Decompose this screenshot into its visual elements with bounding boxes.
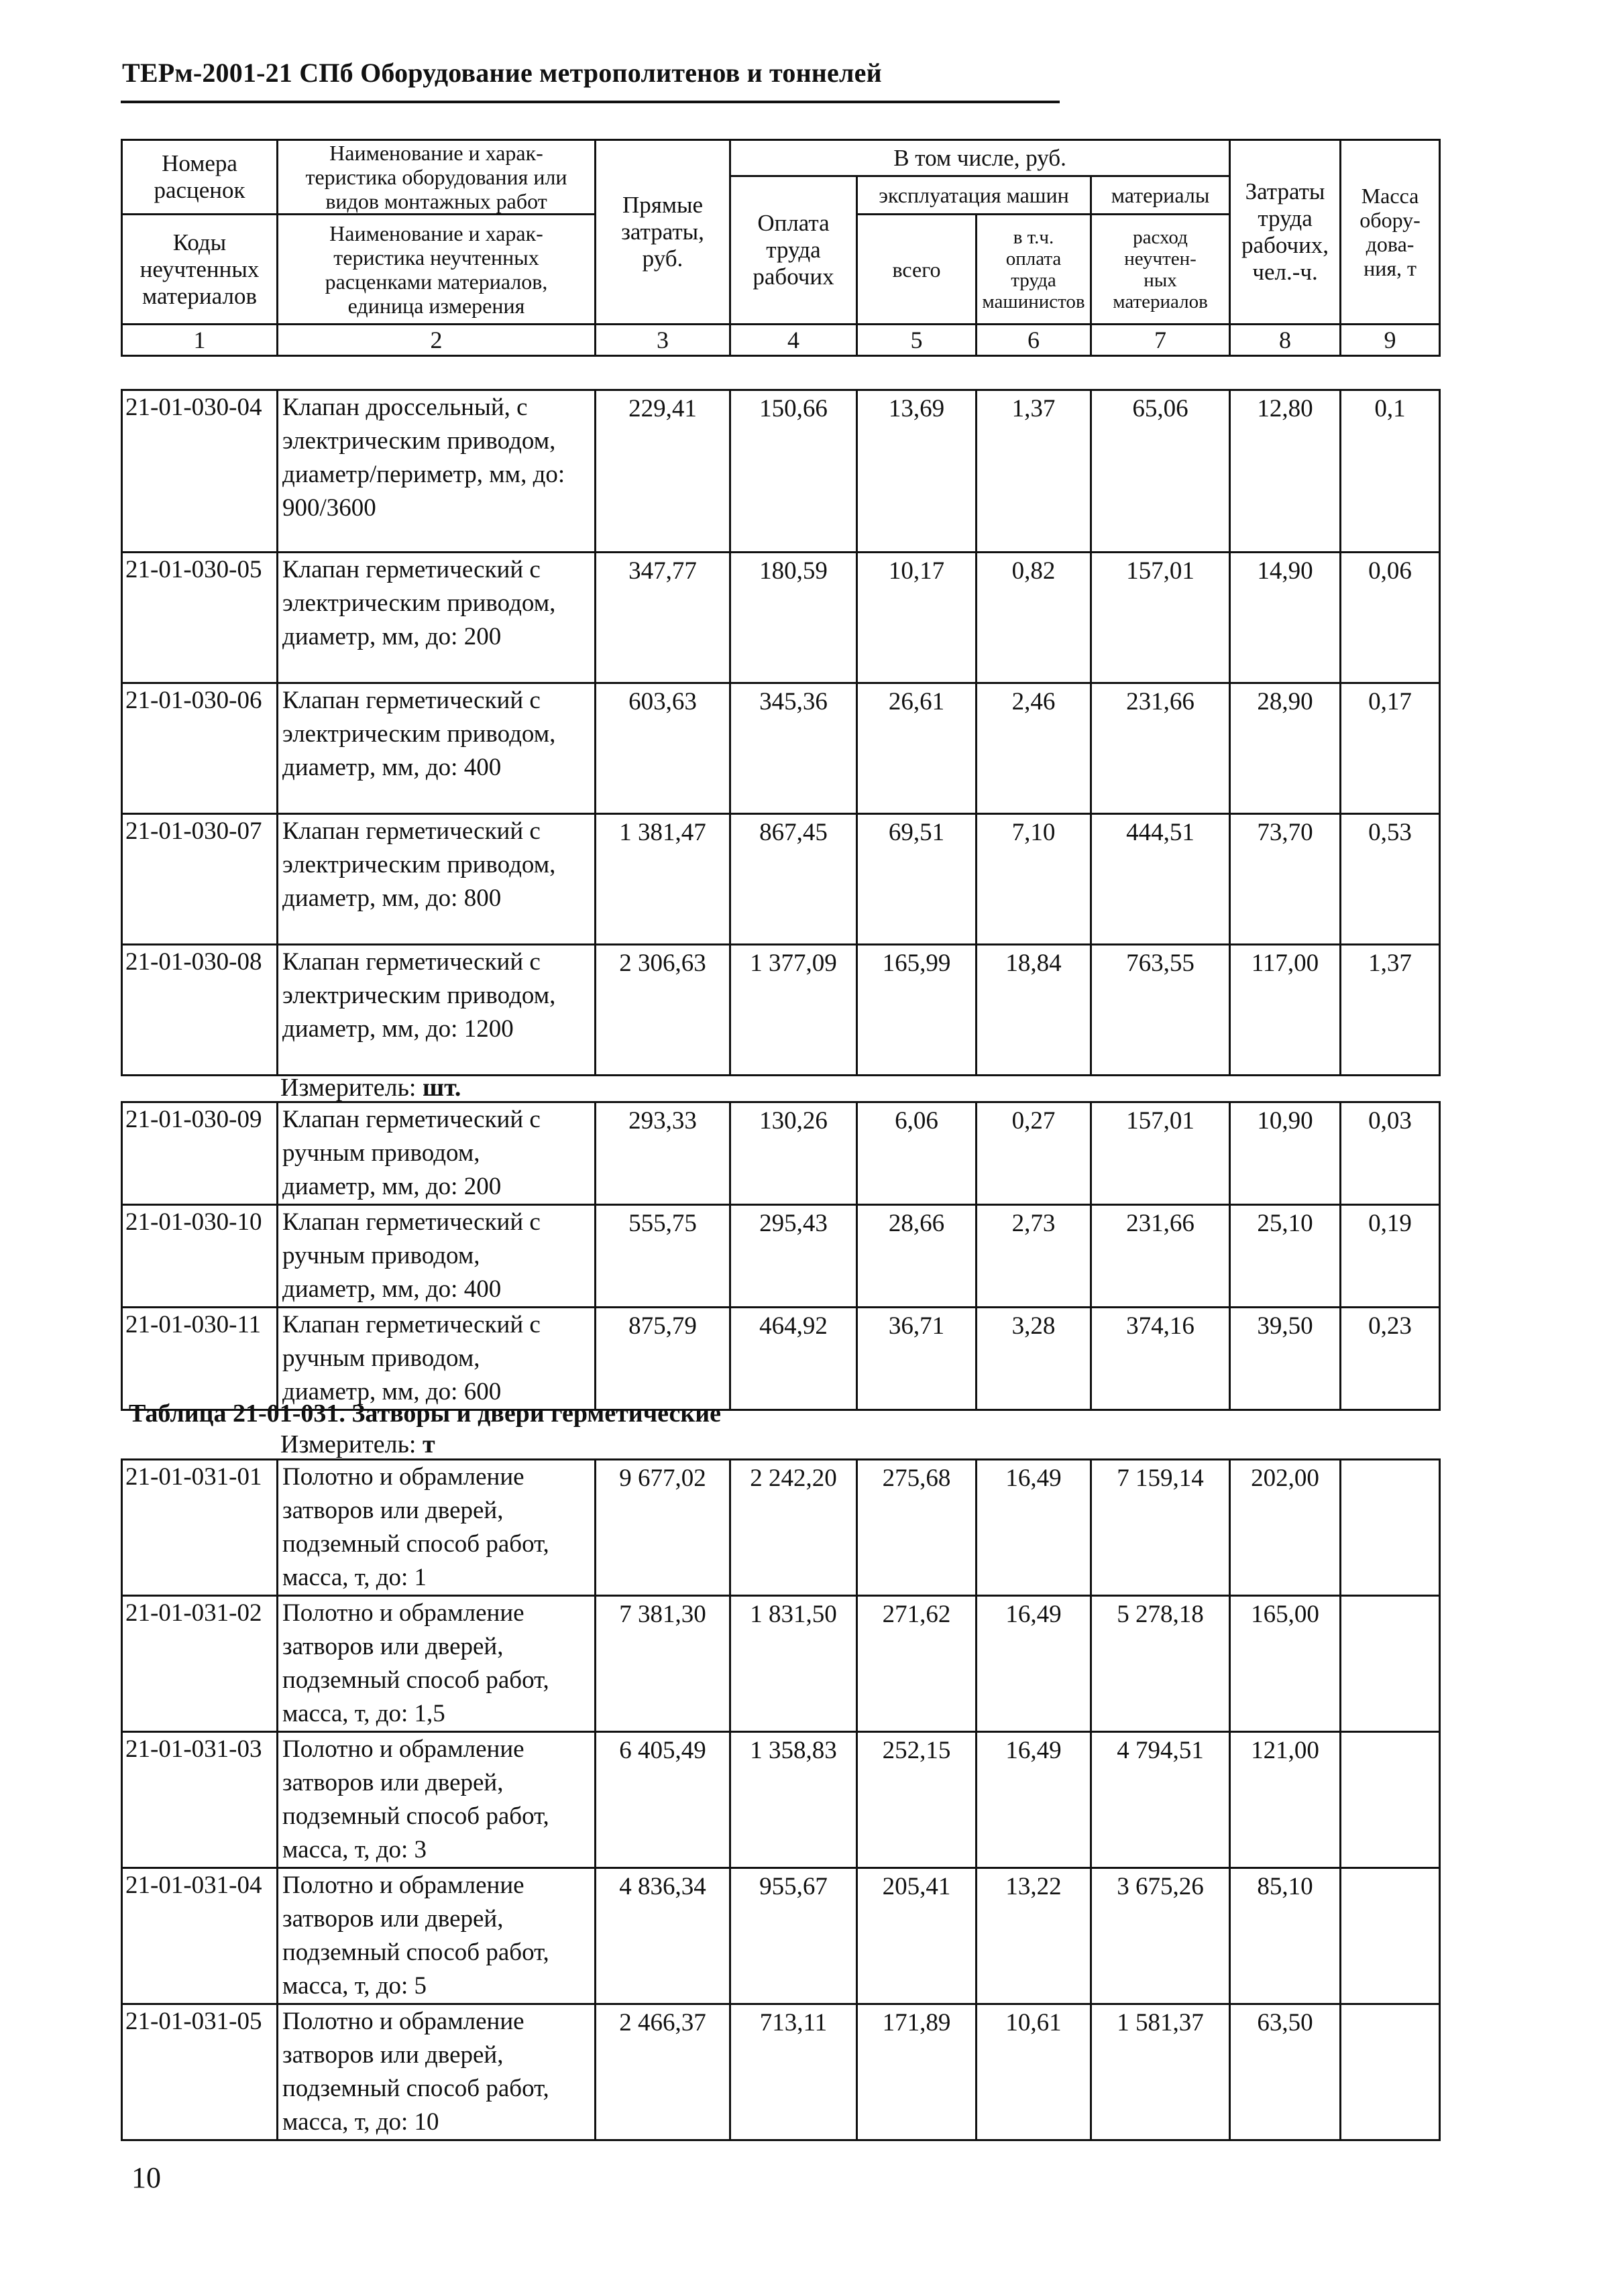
rate-value-col8: 14,90 [1230,553,1341,683]
column-index: 9 [1341,325,1440,356]
rate-value-col5: 6,06 [857,1102,977,1205]
table-row [122,945,1440,1076]
rate-name-line: масса, т, до: 3 [282,1836,427,1863]
header-line: оплата [1005,247,1062,270]
rate-name [278,683,596,814]
rate-name-line: масса, т, до: 1,5 [282,1700,445,1727]
column-index: 8 [1230,325,1341,356]
table-row [122,1596,1440,1732]
rate-value-col6: 0,27 [977,1102,1091,1205]
table-row [122,1102,1440,1205]
rate-value-col7: 231,66 [1091,683,1230,814]
rate-name-line: затворов или дверей, [282,1769,504,1796]
rate-value-col3: 4 836,34 [596,1868,730,2004]
rate-value-col4: 150,66 [730,390,857,553]
header-col1-bottom [122,215,278,325]
rate-value-col4: 180,59 [730,553,857,683]
rate-name-line: Полотно и обрамление [282,2008,524,2035]
rate-value-col8: 117,00 [1230,945,1341,1076]
rate-name-line: диаметр, мм, до: 400 [282,1275,502,1303]
header-line: видов монтажных работ [325,189,547,213]
header-line: Затраты [1245,178,1325,205]
rate-value-col3: 603,63 [596,683,730,814]
table-row [122,1732,1440,1868]
rate-value-col6: 7,10 [977,814,1091,945]
header-line: обору- [1360,208,1421,232]
rate-name-line: затворов или дверей, [282,2041,504,2069]
table-row [122,1205,1440,1308]
header-line: дова- [1366,232,1414,256]
rate-name-line: Клапан герметический с [282,556,541,583]
rate-value-col6: 10,61 [977,2004,1091,2140]
rate-name [278,1732,596,1868]
header-col9 [1341,140,1440,325]
rate-name [278,1205,596,1308]
rate-value-col5: 10,17 [857,553,977,683]
column-index: 3 [596,325,730,356]
rate-value-col7: 3 675,26 [1091,1868,1230,2004]
rate-value-col4: 1 831,50 [730,1596,857,1732]
rate-name-line: диаметр, мм, до: 200 [282,623,502,650]
rate-name-line: Полотно и обрамление [282,1735,524,1763]
header-line: Наименование и харак- [329,221,543,245]
rate-name-line: Полотно и обрамление [282,1872,524,1899]
rate-value-col8: 202,00 [1230,1460,1341,1596]
rate-value-col5: 36,71 [857,1308,977,1410]
rate-value-col6: 13,22 [977,1868,1091,2004]
rate-value-col7: 374,16 [1091,1308,1230,1410]
header-line: неучтен- [1124,247,1197,270]
rate-name-line: подземный способ работ, [282,2075,549,2102]
rate-name-line: электрическим приводом, [282,427,556,455]
header-line: расценок [154,177,245,203]
rate-value-col7: 65,06 [1091,390,1230,553]
header-col1-top [122,140,278,215]
table-row [122,2004,1440,2140]
header-line: материалов [1113,290,1208,312]
header-machines: эксплуатация машин [857,176,1091,215]
rate-name [278,1596,596,1732]
rate-value-col5: 171,89 [857,2004,977,2140]
header-line: труда [1011,269,1056,291]
header-col5: всего [857,215,977,325]
rate-value-col4: 1 358,83 [730,1732,857,1868]
rate-value-col3: 7 381,30 [596,1596,730,1732]
rate-name [278,553,596,683]
rate-value-col9: 0,23 [1341,1308,1440,1410]
rate-value-col4: 955,67 [730,1868,857,2004]
rate-name-line: электрическим приводом, [282,589,556,617]
rate-code: 21-01-031-04 [122,1868,278,2004]
rate-value-col9: 0,03 [1341,1102,1440,1205]
measure-1-label: Измеритель: [280,1074,417,1102]
rate-value-col9: 0,17 [1341,683,1440,814]
header-col2-top [278,140,596,215]
rate-code: 21-01-030-05 [122,553,278,683]
rate-name-line: ручным приводом, [282,1139,480,1167]
rate-value-col7: 1 581,37 [1091,2004,1230,2140]
rate-name-line: подземный способ работ, [282,1530,549,1558]
column-index: 6 [977,325,1091,356]
rate-name [278,1460,596,1596]
header-line: труда [1258,205,1313,231]
rate-name [278,814,596,945]
rate-value-col8: 12,80 [1230,390,1341,553]
rate-name-line: электрическим приводом, [282,982,556,1009]
header-line: теристика оборудования или [305,165,567,189]
rate-value-col6: 2,73 [977,1205,1091,1308]
rate-name-line: Клапан герметический с [282,817,541,845]
rate-code: 21-01-030-04 [122,390,278,553]
rate-name-line: затворов или дверей, [282,1905,504,1933]
rate-value-col6: 16,49 [977,1596,1091,1732]
rate-value-col8: 10,90 [1230,1102,1341,1205]
rate-value-col9: 1,37 [1341,945,1440,1076]
column-index: 5 [857,325,977,356]
header-line: Оплата [757,210,830,236]
table-row [122,390,1440,553]
rate-value-col8: 39,50 [1230,1308,1341,1410]
table-row [122,1868,1440,2004]
rate-name-line: диаметр/периметр, мм, до: [282,461,565,488]
rate-value-col5: 252,15 [857,1732,977,1868]
rate-value-col6: 0,82 [977,553,1091,683]
rate-name-line: Полотно и обрамление [282,1599,524,1627]
rate-value-col3: 2 306,63 [596,945,730,1076]
header-index-row [122,325,1440,356]
rate-value-col3: 6 405,49 [596,1732,730,1868]
rate-code: 21-01-031-01 [122,1460,278,1596]
header-line: труда [766,237,821,263]
rate-name-line: диаметр, мм, до: 1200 [282,1015,514,1043]
rate-value-col9: 0,53 [1341,814,1440,945]
column-index: 4 [730,325,857,356]
rate-value-col8: 85,10 [1230,1868,1341,2004]
rate-value-col4: 130,26 [730,1102,857,1205]
header-line: теристика неучтенных [333,245,539,270]
measure-2 [280,1430,435,1459]
rate-value-col3: 229,41 [596,390,730,553]
rate-value-col4: 713,11 [730,2004,857,2140]
rate-value-col9 [1341,1596,1440,1732]
header-line: материалов [142,282,257,309]
rate-value-col3: 9 677,02 [596,1460,730,1596]
rate-value-col9: 0,1 [1341,390,1440,553]
rate-name-line: Клапан герметический с [282,1208,541,1236]
header-line: расход [1133,226,1188,248]
header-col7 [1091,215,1230,325]
rates-block-1 [121,389,1441,1076]
header-line: рабочих [753,264,834,290]
header-line: ных [1144,269,1177,291]
rate-value-col9 [1341,1868,1440,2004]
rate-value-col6: 1,37 [977,390,1091,553]
rate-value-col3: 1 381,47 [596,814,730,945]
header-col8 [1230,140,1341,325]
header-line: Коды [172,229,227,255]
rate-name [278,945,596,1076]
header-line: единица измерения [347,293,525,318]
table-row [122,553,1440,683]
rate-name-line: Клапан герметический с [282,1311,541,1338]
rate-value-col5: 275,68 [857,1460,977,1596]
rate-value-col5: 28,66 [857,1205,977,1308]
rate-value-col3: 347,77 [596,553,730,683]
header-line: в т.ч. [1013,226,1054,248]
rates-block-3 [121,1458,1441,2141]
rate-value-col8: 121,00 [1230,1732,1341,1868]
rate-name-line: подземный способ работ, [282,1939,549,1966]
rate-code: 21-01-030-07 [122,814,278,945]
rate-name-line: затворов или дверей, [282,1497,504,1524]
measure-1-unit: шт. [423,1074,461,1102]
rate-code: 21-01-030-11 [122,1308,278,1410]
rate-value-col7: 5 278,18 [1091,1596,1230,1732]
page-number: 10 [131,2161,161,2194]
rate-value-col5: 26,61 [857,683,977,814]
header-line: Номера [162,150,237,176]
header-line: машинистов [982,290,1085,312]
rate-value-col5: 13,69 [857,390,977,553]
rate-value-col7: 157,01 [1091,553,1230,683]
column-index: 2 [278,325,596,356]
table-caption: Таблица 21-01-031. Затворы и двери герметические [129,1399,721,1428]
rate-value-col6: 2,46 [977,683,1091,814]
rate-value-col3: 293,33 [596,1102,730,1205]
rate-value-col4: 345,36 [730,683,857,814]
rate-name-line: масса, т, до: 1 [282,1564,427,1591]
rate-value-col4: 464,92 [730,1308,857,1410]
rate-value-col8: 25,10 [1230,1205,1341,1308]
rate-code: 21-01-030-06 [122,683,278,814]
rate-code: 21-01-031-05 [122,2004,278,2140]
rate-value-col7: 444,51 [1091,814,1230,945]
header-line: руб. [642,245,683,272]
rate-value-col9 [1341,1732,1440,1868]
column-index: 1 [122,325,278,356]
rate-name-line: электрическим приводом, [282,851,556,878]
rate-code: 21-01-030-09 [122,1102,278,1205]
rate-value-col9 [1341,2004,1440,2140]
rate-value-col7: 763,55 [1091,945,1230,1076]
rate-name-line: 900/3600 [282,494,376,522]
rate-value-col3: 555,75 [596,1205,730,1308]
rate-value-col6: 18,84 [977,945,1091,1076]
rate-name-line: Клапан герметический с [282,948,541,976]
header-line: расценками материалов, [325,269,548,294]
rate-name [278,1102,596,1205]
rate-name-line: диаметр, мм, до: 600 [282,1378,502,1405]
header-col2-bottom [278,215,596,325]
rate-name-line: диаметр, мм, до: 200 [282,1173,502,1200]
measure-2-label: Измеритель: [280,1430,417,1458]
rate-name-line: Клапан герметический с [282,1106,541,1133]
table-header [121,139,1441,357]
rate-value-col8: 63,50 [1230,2004,1341,2140]
rate-name-line: электрическим приводом, [282,720,556,748]
rate-value-col7: 157,01 [1091,1102,1230,1205]
rate-value-col8: 165,00 [1230,1596,1341,1732]
rates-block-2 [121,1101,1441,1411]
rate-name-line: ручным приводом, [282,1242,480,1269]
rate-name [278,390,596,553]
header-line: затраты, [621,219,704,245]
rate-code: 21-01-030-08 [122,945,278,1076]
rate-code: 21-01-031-02 [122,1596,278,1732]
rate-value-col5: 271,62 [857,1596,977,1732]
header-line: неучтенных [140,255,260,282]
table-row [122,1308,1440,1410]
rate-value-col3: 2 466,37 [596,2004,730,2140]
page-header: ТЕРм-2001-21 СПб Оборудование метрополитенов и тоннелей [122,58,882,88]
rate-name-line: подземный способ работ, [282,1802,549,1830]
header-col3 [596,140,730,325]
rate-value-col4: 295,43 [730,1205,857,1308]
rate-value-col5: 69,51 [857,814,977,945]
rate-name-line: ручным приводом, [282,1344,480,1372]
measure-2-unit: т [423,1430,435,1458]
rate-name [278,1308,596,1410]
rate-value-col9: 0,19 [1341,1205,1440,1308]
rate-name-line: масса, т, до: 10 [282,2108,439,2136]
rate-name-line: Клапан герметический с [282,687,541,714]
rate-value-col3: 875,79 [596,1308,730,1410]
header-line: Масса [1361,184,1419,208]
rate-name-line: Полотно и обрамление [282,1463,524,1491]
header-line: Наименование и харак- [329,141,543,165]
rate-value-col4: 1 377,09 [730,945,857,1076]
rate-value-col8: 28,90 [1230,683,1341,814]
rate-value-col7: 7 159,14 [1091,1460,1230,1596]
rate-name-line: масса, т, до: 5 [282,1972,427,2000]
rate-name [278,1868,596,2004]
header-line: ния, т [1364,256,1417,280]
header-rule [121,101,1060,103]
rate-value-col6: 16,49 [977,1460,1091,1596]
header-line: рабочих, [1241,232,1329,258]
header-col6 [977,215,1091,325]
rate-name [278,2004,596,2140]
rate-name-line: Клапан дроссельный, с [282,394,528,421]
rate-value-col6: 3,28 [977,1308,1091,1410]
table-row [122,814,1440,945]
rate-code: 21-01-030-10 [122,1205,278,1308]
header-group: В том числе, руб. [730,140,1230,176]
table-row [122,1460,1440,1596]
rate-name-line: подземный способ работ, [282,1666,549,1694]
rate-value-col5: 205,41 [857,1868,977,2004]
rate-name-line: диаметр, мм, до: 800 [282,884,502,912]
rate-value-col4: 2 242,20 [730,1460,857,1596]
measure-1 [280,1073,461,1102]
rate-value-col4: 867,45 [730,814,857,945]
rate-value-col9: 0,06 [1341,553,1440,683]
header-materials: материалы [1091,176,1230,215]
header-line: чел.-ч. [1252,259,1318,285]
rate-value-col7: 231,66 [1091,1205,1230,1308]
rate-name-line: затворов или дверей, [282,1633,504,1660]
header-col4 [730,176,857,325]
table-row [122,683,1440,814]
column-index: 7 [1091,325,1230,356]
header-line: Прямые [622,192,704,218]
rate-value-col9 [1341,1460,1440,1596]
rate-value-col5: 165,99 [857,945,977,1076]
rate-code: 21-01-031-03 [122,1732,278,1868]
rate-value-col6: 16,49 [977,1732,1091,1868]
rate-value-col8: 73,70 [1230,814,1341,945]
rate-value-col7: 4 794,51 [1091,1732,1230,1868]
rate-name-line: диаметр, мм, до: 400 [282,754,502,781]
